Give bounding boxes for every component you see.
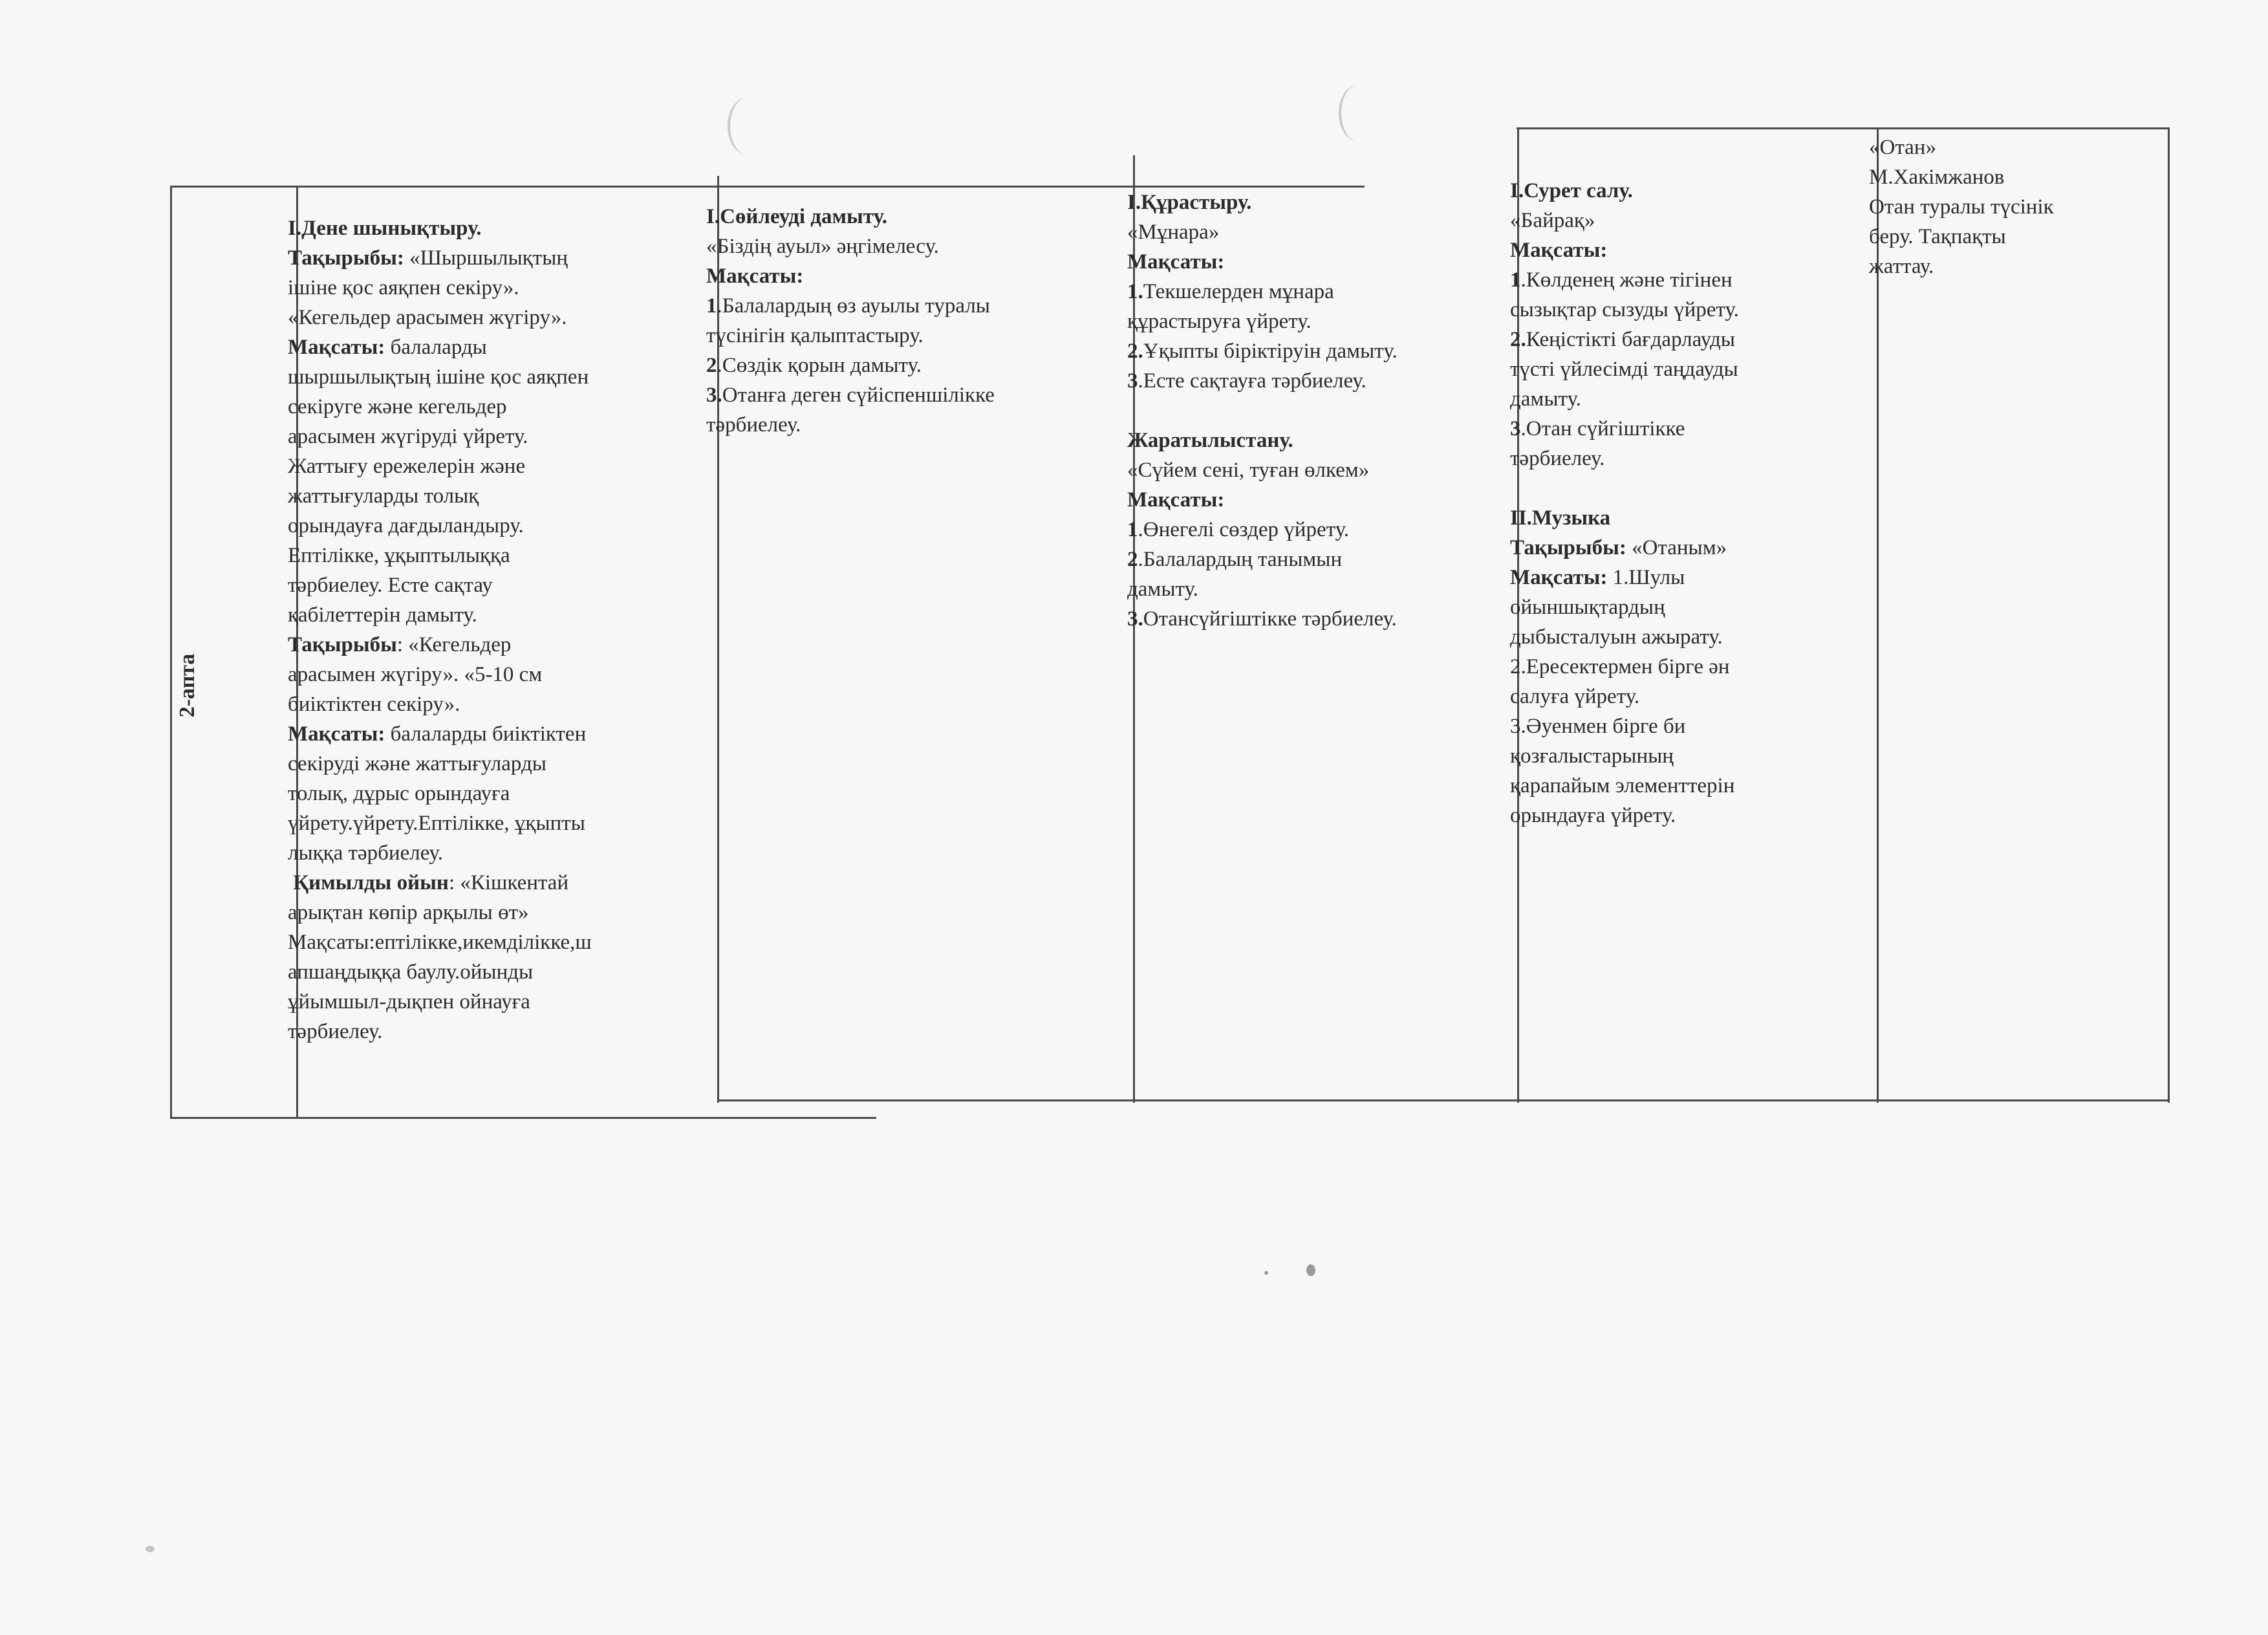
cell-speech-development	[706, 202, 1120, 440]
table-border-right	[2168, 127, 2170, 1103]
text-line: беру. Тақпақты	[1869, 225, 2006, 248]
list-number: 1	[706, 294, 717, 318]
text-line: орындауға үйрету.	[1510, 804, 1676, 827]
table-border-bottom	[171, 1117, 876, 1119]
text-line: «Байрақ»	[1510, 209, 1595, 232]
label-goal: Мақсаты:	[706, 265, 804, 288]
text-line: ішіне қос аяқпен секіру».	[288, 276, 519, 299]
label-game: Қимылды ойын	[293, 871, 449, 894]
text-line: .Есте сақтауға тәрбиелеу.	[1138, 369, 1366, 393]
text-line: 2.Ересектермен бірге ән	[1510, 655, 1730, 678]
text-line: «Отан»	[1869, 136, 1936, 159]
text-line: қабілеттерін дамыту.	[288, 603, 477, 627]
label-goal: Мақсаты:	[288, 722, 385, 746]
table-border-bottom-mid	[718, 1099, 2170, 1101]
text-line: үйрету.үйрету.Ептілікке, ұқыпты	[288, 812, 585, 835]
punch-hole-mark	[728, 97, 769, 155]
text-line: : «Кішкентай	[448, 871, 569, 894]
list-number: 1	[1127, 518, 1138, 541]
list-number: 3	[1510, 417, 1521, 440]
text-line: тәрбиелеу.	[706, 413, 801, 437]
text-line: тәрбиелеу.	[1510, 447, 1605, 470]
text-line: лыққа тәрбиелеу.	[288, 841, 444, 865]
label-goal: Мақсаты:	[1510, 566, 1608, 589]
text-line: апшаңдыққа баулу.ойынды	[288, 960, 534, 984]
text-line: Ептілікке, ұқыптылыққа	[288, 544, 510, 567]
cell-literature	[1869, 133, 2160, 281]
text-line: «Шыршылықтың	[404, 246, 568, 270]
cell-heading: І.Сурет салу.	[1510, 179, 1633, 202]
text-line: .Отан сүйгіштікке	[1520, 417, 1685, 440]
label-goal: Мақсаты:	[288, 336, 385, 359]
label-topic: Тақырыбы:	[288, 246, 404, 270]
label-goal: Мақсаты:	[1127, 488, 1225, 512]
cell-heading: Жаратылыстану.	[1127, 429, 1293, 452]
text-line: «Кегельдер арасымен жүгіру».	[288, 306, 567, 329]
cell-construction	[1127, 188, 1509, 634]
text-line: түсінігін қалыптастыру.	[706, 324, 923, 347]
text-line: қозғалыстарының	[1510, 744, 1674, 768]
text-line: жаттау.	[1869, 255, 1934, 278]
list-number: 3.	[706, 384, 722, 407]
cell-drawing-music	[1510, 176, 1869, 830]
cell-heading: І.Дене шынықтыру.	[288, 217, 482, 240]
list-number: 2	[706, 354, 717, 377]
text-line: құрастыруға үйрету.	[1127, 310, 1312, 333]
scan-speck	[1264, 1271, 1268, 1275]
text-line: шыршылықтың ішіне қос аяқпен	[288, 365, 589, 389]
text-line: дамыту.	[1127, 578, 1198, 601]
text-line: Отан туралы түсінік	[1869, 195, 2054, 219]
list-number: 3.	[1127, 607, 1143, 631]
text-line: «Сүйем сені, туған өлкем»	[1127, 459, 1370, 482]
text-line: .Көлденең және тігінен	[1520, 268, 1733, 292]
text-line: дыбысталуын ажырату.	[1510, 625, 1723, 649]
text-line: арықтан көпір арқылы өт»	[288, 901, 529, 924]
text-line: салуға үйрету.	[1510, 685, 1640, 708]
list-number: 1	[1510, 268, 1521, 292]
text-line: Отансүйгіштікке тәрбиелеу.	[1143, 607, 1397, 631]
list-number: 2.	[1510, 328, 1526, 351]
text-line: тәрбиелеу. Есте сақтау	[288, 574, 493, 597]
text-line: секіруді және жаттығуларды	[288, 752, 546, 775]
label-goal: Мақсаты:	[1127, 250, 1225, 274]
text-line: секіруге және кегельдер	[288, 395, 507, 418]
scan-speck	[146, 1546, 155, 1552]
text-line: Мақсаты:ептілікке,икемділікке,ш	[288, 931, 592, 954]
text-line: Текшелерден мұнара	[1143, 280, 1334, 303]
text-line: «Мұнара»	[1127, 221, 1220, 244]
scan-speck	[1306, 1264, 1315, 1276]
cell-heading: І.Сөйлеуді дамыту.	[706, 205, 887, 228]
text-line: Ұқыпты біріктіруін дамыту.	[1143, 340, 1398, 363]
text-line: арасымен жүгіру». «5-10 см	[288, 663, 543, 686]
label-goal: Мақсаты:	[1510, 239, 1608, 262]
text-line: .Балалардың өз ауылы туралы	[717, 294, 990, 318]
punch-hole-mark	[1339, 84, 1380, 142]
text-line: дамыту.	[1510, 387, 1581, 411]
text-line: .Өнегелі сөздер үйрету.	[1138, 518, 1350, 541]
text-line: Жаттығу ережелерін және	[288, 455, 526, 478]
label-topic: Тақырыбы	[288, 633, 397, 656]
text-line: 3.Әуенмен бірге би	[1510, 715, 1686, 738]
text-line: Отанға деген сүйіспеншілікке	[722, 384, 995, 407]
text-line: М.Хакімжанов	[1869, 166, 2005, 189]
text-line: сызықтар сызуды үйрету.	[1510, 298, 1739, 321]
text-line: түсті үйлесімді таңдауды	[1510, 358, 1738, 381]
text-line: жаттығуларды толық	[288, 484, 479, 508]
week-label: 2-апта	[175, 653, 199, 718]
list-number: 2.	[1127, 340, 1143, 363]
text-line: балаларды биіктіктен	[385, 722, 587, 746]
text-line: .Балалардың танымын	[1138, 548, 1343, 571]
text-line: толық, дұрыс орындауға	[288, 782, 510, 805]
list-number: 2	[1127, 548, 1138, 571]
text-line: Кеңістікті бағдарлауды	[1526, 328, 1735, 351]
week-label-cell	[149, 647, 226, 724]
list-number: 3	[1127, 369, 1138, 393]
list-number: 1.	[1127, 280, 1143, 303]
table-border-top-right	[1517, 127, 2170, 129]
text-line: 1.Шулы	[1607, 566, 1685, 589]
text-line: «Біздің ауыл» әңгімелесу.	[706, 235, 939, 258]
text-line: : «Кегельдер	[396, 633, 512, 656]
text-line: биіктіктен секіру».	[288, 693, 460, 716]
text-line: арасымен жүгіруді үйрету.	[288, 425, 528, 448]
text-line: «Отаным»	[1626, 536, 1727, 559]
text-line: тәрбиелеу.	[288, 1020, 383, 1043]
text-line: балаларды	[385, 336, 487, 359]
label-topic: Тақырыбы:	[1510, 536, 1626, 559]
text-line: орындауға дағдыландыру.	[288, 514, 524, 537]
cell-physical-education	[288, 213, 702, 1046]
text-line: ойыншықтардың	[1510, 596, 1665, 619]
cell-heading: І.Құрастыру.	[1127, 191, 1252, 214]
text-line: қарапайым элементтерін	[1510, 774, 1735, 797]
text-line: .Сөздік қорын дамыту.	[717, 354, 922, 377]
text-line: ұйымшыл-дықпен ойнауға	[288, 990, 530, 1013]
cell-heading: ІІ.Музыка	[1510, 506, 1611, 530]
